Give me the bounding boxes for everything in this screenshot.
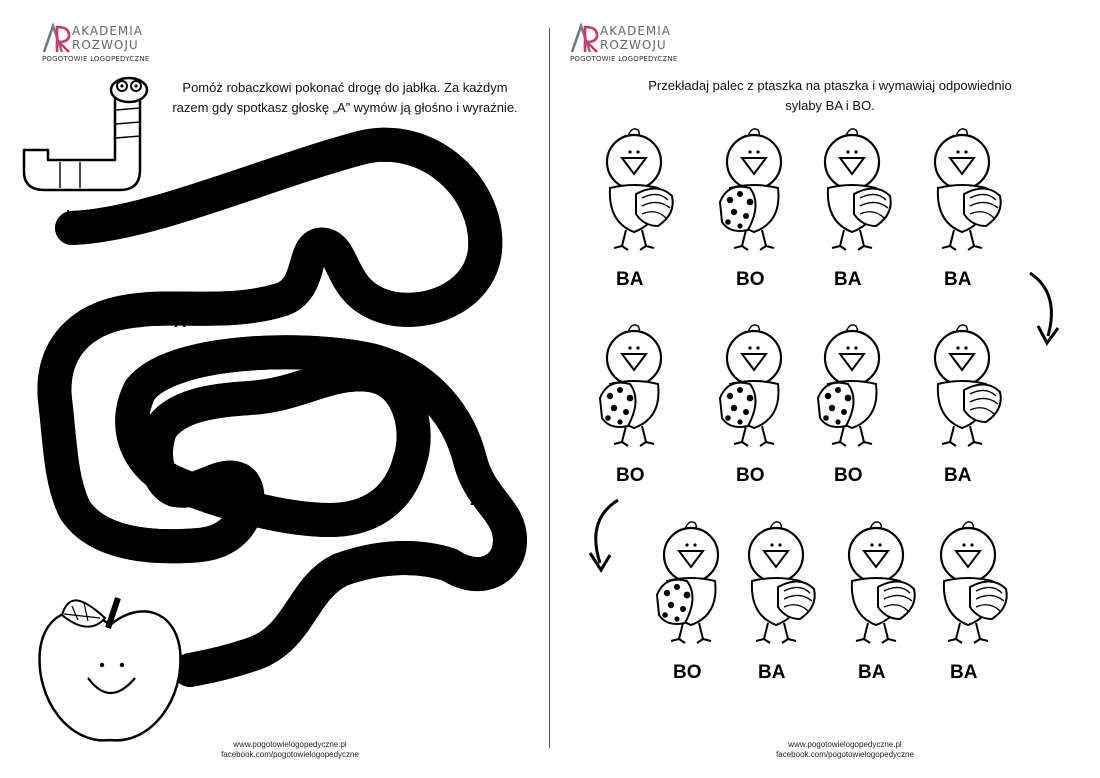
syllable-label: BA	[944, 465, 972, 486]
syllable-label: BA	[858, 662, 886, 683]
brand-line1: AKADEMIA	[600, 24, 671, 38]
maze-letter: A	[66, 476, 79, 495]
brand-mark-icon	[570, 22, 600, 54]
maze-letter: A	[148, 546, 161, 565]
brand-line1: AKADEMIA	[72, 24, 143, 38]
bird-card[interactable]	[830, 515, 925, 645]
bird-card[interactable]	[708, 318, 803, 448]
syllable-label: BA	[950, 662, 978, 683]
bird-card[interactable]	[916, 318, 1011, 448]
striped-bird-icon	[588, 122, 683, 257]
brand-line3: POGOTOWIE LOGOPEDYCZNE	[42, 55, 150, 63]
bird-card[interactable]	[645, 515, 740, 645]
maze-letter: A	[248, 490, 261, 509]
bird-card[interactable]	[730, 515, 825, 645]
arrow-down-left-icon	[578, 495, 628, 575]
maze-letter: A	[388, 545, 401, 564]
maze-letter: A	[466, 254, 479, 273]
brand-line2: ROZWOJU	[72, 38, 139, 52]
maze-letter: A	[174, 312, 187, 331]
maze-letter: A	[208, 178, 221, 197]
maze-letter: A	[470, 490, 483, 509]
maze-letter: A	[304, 596, 317, 615]
spotted-bird-icon	[806, 318, 901, 453]
maze-letter: A	[62, 328, 75, 347]
syllable-label: BO	[736, 269, 765, 290]
right-page	[550, 0, 1100, 778]
facebook-link[interactable]: facebook.com/pogotowielogopedyczne	[221, 750, 359, 759]
brand-line2: ROZWOJU	[600, 38, 667, 52]
syllable-label: BO	[673, 662, 702, 683]
maze-letter: A	[360, 354, 373, 373]
syllable-label: BA	[944, 269, 972, 290]
bird-card[interactable]	[806, 122, 901, 252]
syllable-label: BA	[616, 269, 644, 290]
striped-bird-icon	[730, 515, 825, 650]
instruction-line-1: Przekładaj palec z ptaszka na ptaszka i wymawiaj odpowiednio	[648, 78, 1012, 93]
spotted-bird-icon	[708, 122, 803, 257]
bird-card[interactable]	[588, 318, 683, 448]
brand-line3: POGOTOWIE LOGOPEDYCZNE	[570, 55, 678, 63]
maze-letter: A	[210, 384, 223, 403]
syllable-label: BA	[758, 662, 786, 683]
striped-bird-icon	[916, 122, 1011, 257]
website-link[interactable]: www.pogotowielogopedyczne.pl	[788, 740, 902, 749]
bird-card[interactable]	[708, 122, 803, 252]
worm-icon	[24, 78, 147, 190]
striped-bird-icon	[916, 318, 1011, 453]
syllable-label: BO	[736, 465, 765, 486]
bird-card[interactable]	[916, 122, 1011, 252]
spotted-bird-icon	[588, 318, 683, 453]
bird-card[interactable]	[922, 515, 1017, 645]
bird-card[interactable]	[806, 318, 901, 448]
syllable-label: BA	[834, 269, 862, 290]
maze-letter: A	[373, 140, 386, 159]
striped-bird-icon	[830, 515, 925, 650]
apple-icon	[40, 598, 181, 740]
spotted-bird-icon	[708, 318, 803, 453]
maze-letter: A	[456, 563, 469, 582]
instruction-line-1: Pomóż robaczkowi pokonać drogę do jabłka. Za każdym	[182, 80, 508, 95]
website-link[interactable]: www.pogotowielogopedyczne.pl	[233, 740, 347, 749]
syllable-label: BO	[834, 465, 863, 486]
bird-card[interactable]	[588, 122, 683, 252]
syllable-label: BO	[616, 465, 645, 486]
brand-logo	[570, 22, 720, 66]
right-footer	[745, 740, 945, 760]
arrow-down-right-icon	[1020, 268, 1070, 348]
left-footer	[190, 740, 390, 760]
spotted-bird-icon	[645, 515, 740, 650]
instruction-line-2: razem gdy spotkasz głoskę „A” wymów ją głośno i wyraźnie.	[172, 100, 518, 115]
striped-bird-icon	[806, 122, 901, 257]
striped-bird-icon	[922, 515, 1017, 650]
facebook-link[interactable]: facebook.com/pogotowielogopedyczne	[776, 750, 914, 759]
maze-letter: A	[306, 240, 319, 259]
instruction-line-2: sylaby BA i BO.	[785, 98, 875, 113]
birds-instruction	[590, 76, 1070, 116]
